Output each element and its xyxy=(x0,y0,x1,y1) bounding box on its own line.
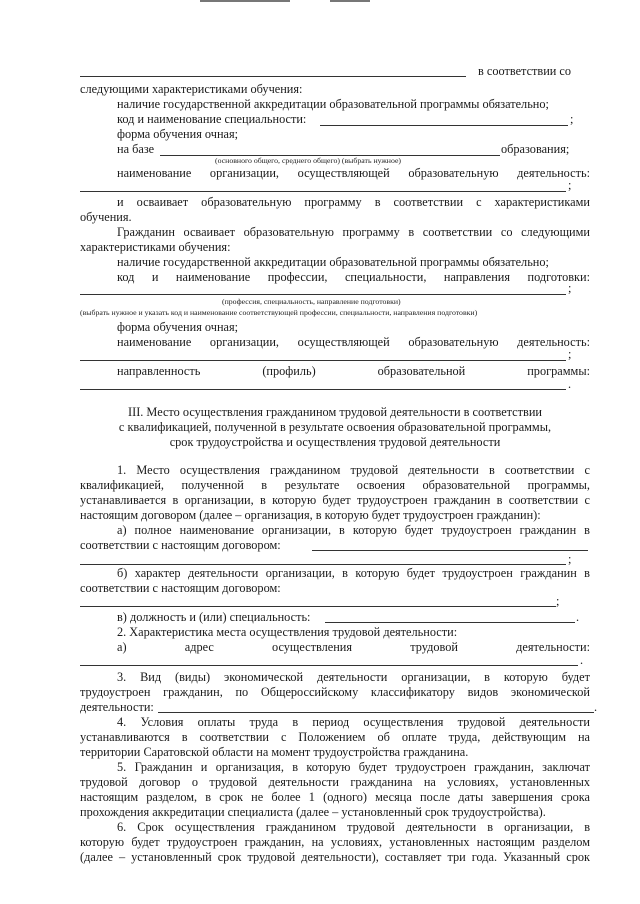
text-line: 6. Срок осуществления гражданином трудовой деятельности в организации, в xyxy=(117,820,590,834)
text-line: соответствии с настоящим договором: xyxy=(80,538,281,552)
blank-line xyxy=(320,125,568,126)
text-line: устанавливаются в соответствии с Положением об оплате труда, действующим на xyxy=(80,730,590,744)
text-line: прохождения аккредитации специалиста (далее – установленный срок трудоустройства). xyxy=(80,805,546,819)
text-line: соответствии с настоящим договором: xyxy=(80,581,281,595)
blank-line xyxy=(80,389,566,390)
text-line: 2. Характеристика места осуществления трудовой деятельности: xyxy=(117,625,458,639)
text-line: наименование организации, осуществляющей образовательную деятельность: xyxy=(117,335,590,349)
text-line: квалификацией, полученной в результате освоения образовательной программы, xyxy=(80,478,590,492)
blank-line xyxy=(158,712,594,713)
text-line: следующими характеристиками обучения: xyxy=(80,82,303,96)
blank-line xyxy=(80,665,578,666)
blank-line xyxy=(80,606,556,607)
blank-line xyxy=(80,191,566,192)
text-line: 3. Вид (виды) экономической деятельности организации, в которую будет xyxy=(117,670,590,684)
text-line: а) адрес осуществления трудовой деятельности: xyxy=(117,640,590,654)
period: . xyxy=(594,700,598,714)
blank-line xyxy=(325,622,575,623)
semicolon: ; xyxy=(570,112,574,126)
text-line: направленность (профиль) образовательной программы: xyxy=(117,364,590,378)
text-line: Гражданин осваивает образовательную программу в соответствии со следующими xyxy=(117,225,590,239)
period: . xyxy=(580,653,584,667)
text-line: трудовой договор о трудовой деятельности гражданина на условиях, установленных xyxy=(80,775,590,789)
semicolon: ; xyxy=(568,552,572,566)
text-line: характеристиками обучения: xyxy=(80,240,231,254)
text-line: б) характер деятельности организации, в которую будет трудоустроен гражданин в xyxy=(117,566,590,580)
text-line: трудоустроен гражданин, по Общероссийскому классификатору видов экономической xyxy=(80,685,590,699)
hint-text: (профессия, специальность, направление подготовки) xyxy=(222,297,401,306)
semicolon: ; xyxy=(556,594,560,608)
text-line: на базе xyxy=(117,142,155,156)
scan-edge-mark xyxy=(330,0,370,2)
text-line: и осваивает образовательную программу в соответствии с характеристиками xyxy=(117,195,590,209)
hint-text: (основного общего, среднего общего) (выбрать нужное) xyxy=(215,156,402,165)
semicolon: ; xyxy=(568,281,572,295)
text-line: форма обучения очная; xyxy=(117,320,239,334)
text-line: (далее – установленный срок трудовой деятельности), составляет три года. Указанный срок xyxy=(80,850,590,864)
blank-line xyxy=(80,360,566,361)
section-heading: с квалификацией, полученной в результате освоения образовательной программы, xyxy=(118,420,552,434)
blank-line xyxy=(80,294,566,295)
text-line: которую будет трудоустроен гражданин, на условиях, установленных настоящим разделом xyxy=(80,835,590,849)
text-line: 5. Гражданин и организация, в которую будет трудоустроен гражданин, заключат xyxy=(117,760,590,774)
text-line: территории Саратовской области на момент трудоустройства гражданина. xyxy=(80,745,469,759)
scan-edge-mark xyxy=(200,0,290,2)
text-line: деятельности: xyxy=(80,700,154,714)
semicolon: ; xyxy=(568,347,572,361)
text-line: код и наименование профессии, специальности, направления подготовки: xyxy=(117,270,590,284)
text-line: в соответствии со xyxy=(478,64,572,78)
text-line: наименование организации, осуществляющей образовательную деятельность: xyxy=(117,166,590,180)
text-line: настоящим договором (далее – организация, в которую будет трудоустроен гражданин): xyxy=(80,508,541,522)
blank-line xyxy=(80,76,466,77)
text-line: код и наименование специальности: xyxy=(117,112,307,126)
blank-line xyxy=(312,550,588,551)
text-line: настоящим разделом, в срок не более 1 (одного) месяца после даты завершения срока xyxy=(80,790,590,804)
text-line: 1. Место осуществления гражданином трудовой деятельности в соответствии с xyxy=(117,463,590,477)
text-line: 4. Условия оплаты труда в период осуществления трудовой деятельности xyxy=(117,715,590,729)
text-line: в) должность и (или) специальность: xyxy=(117,610,311,624)
text-line: наличие государственной аккредитации образовательной программы обязательно; xyxy=(117,97,549,111)
section-heading: срок трудоустройства и осуществления трудовой деятельности xyxy=(169,435,501,449)
period: . xyxy=(568,377,572,391)
text-line: обучения. xyxy=(80,210,132,224)
period: . xyxy=(576,610,580,624)
text-line: наличие государственной аккредитации образовательной программы обязательно; xyxy=(117,255,549,269)
hint-text: (выбрать нужное и указать код и наименование соответствующей профессии, специальности, направления подготовки) xyxy=(80,308,478,317)
text-line: устанавливается в организации, в которую будет трудоустроен гражданин в соответствии с xyxy=(80,493,590,507)
text-line: образования; xyxy=(501,142,570,156)
semicolon: ; xyxy=(568,178,572,192)
section-heading: III. Место осуществления гражданином трудовой деятельности в соответствии xyxy=(128,405,542,419)
text-line: форма обучения очная; xyxy=(117,127,239,141)
blank-line xyxy=(80,564,566,565)
text-line: а) полное наименование организации, в которую будет трудоустроен гражданин в xyxy=(117,523,590,537)
